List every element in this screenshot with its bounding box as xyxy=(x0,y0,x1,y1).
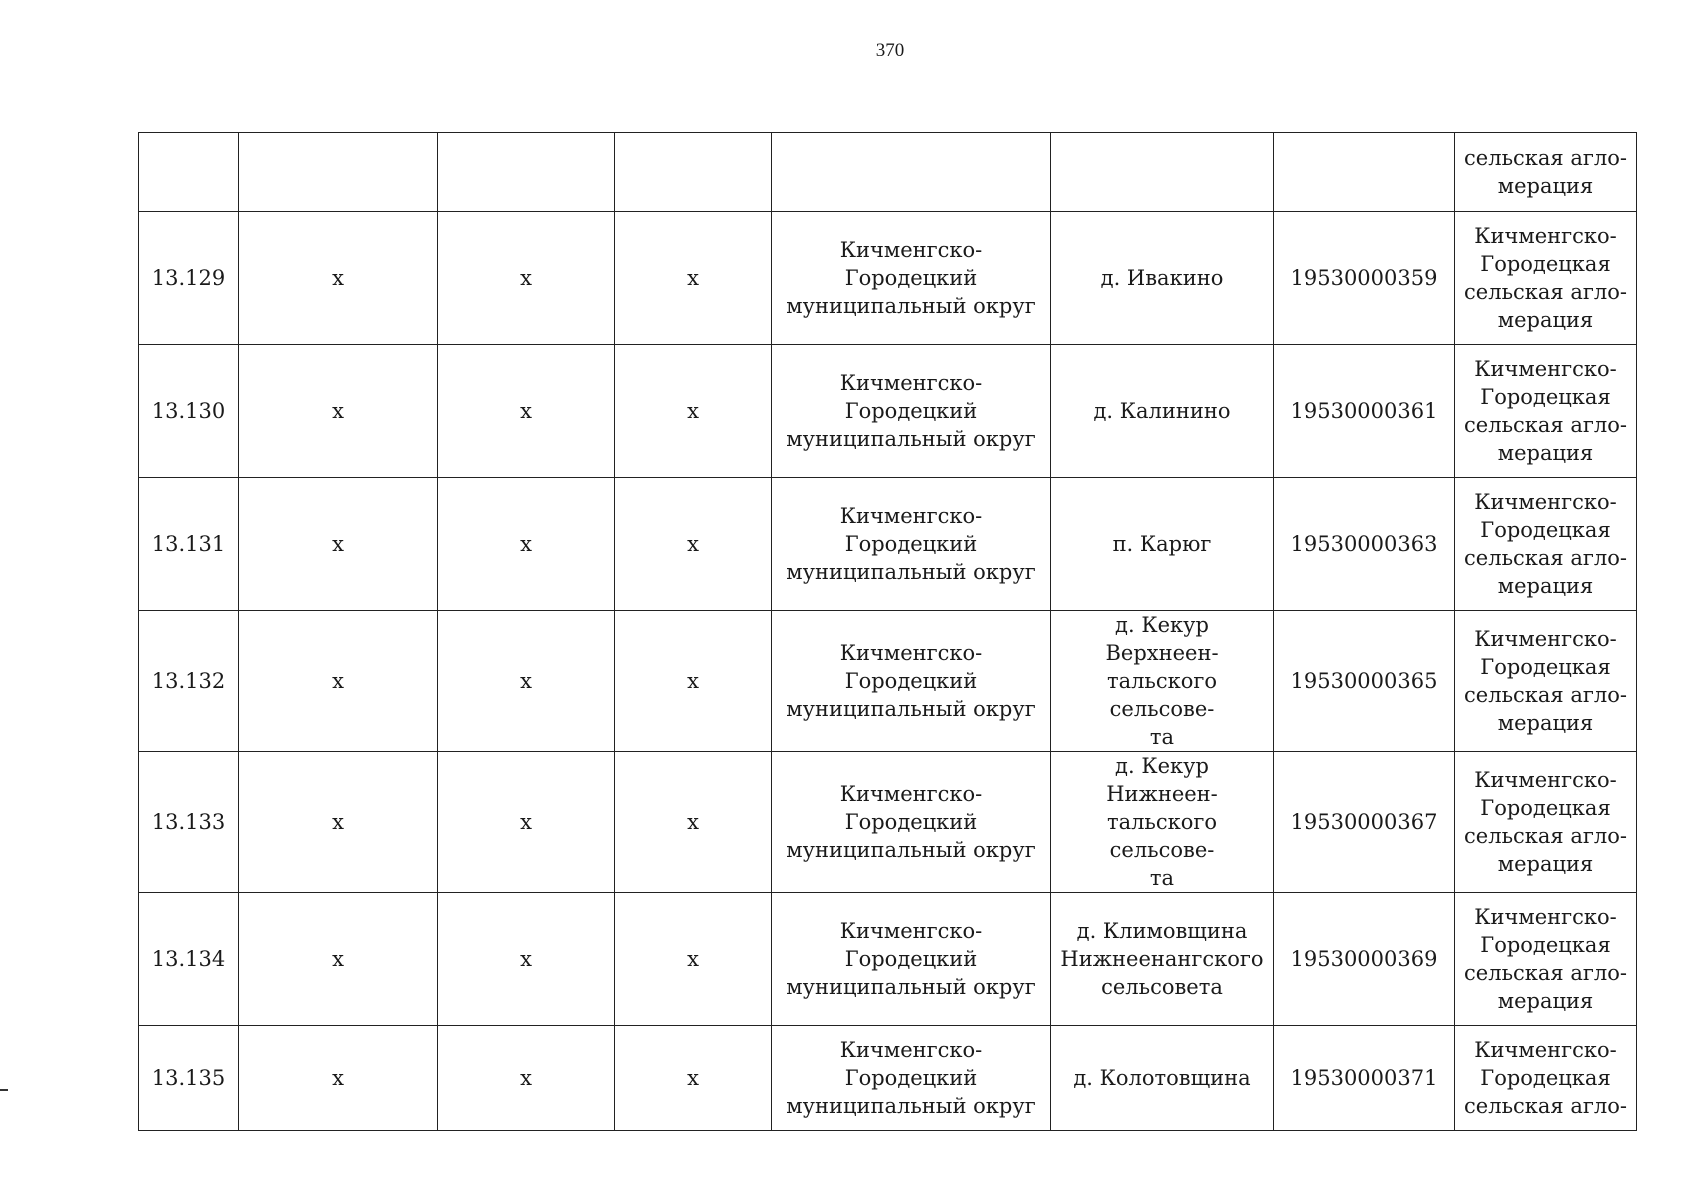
cell-code: 19530000359 xyxy=(1274,212,1455,345)
cell-col3: х xyxy=(438,212,615,345)
cell-num: 13.129 xyxy=(139,212,239,345)
cell-col3: х xyxy=(438,752,615,893)
cell-col4: х xyxy=(615,478,772,611)
cell-settlement: д. Калинино xyxy=(1051,345,1274,478)
cell-num: 13.134 xyxy=(139,893,239,1026)
cell-settlement: д. Климовщина Нижнеенангского сельсовета xyxy=(1051,893,1274,1026)
table-row xyxy=(139,345,1637,478)
cell-agglomeration: Кичменгско- Городецкая сельская агло- мерация xyxy=(1455,752,1637,893)
table-row xyxy=(139,212,1637,345)
cell-col3: х xyxy=(438,345,615,478)
cell-col2: х xyxy=(239,212,438,345)
cell-col4 xyxy=(615,133,772,212)
cell-num: 13.133 xyxy=(139,752,239,893)
cell-settlement: д. Ивакино xyxy=(1051,212,1274,345)
cell-code: 19530000365 xyxy=(1274,611,1455,752)
cell-agglomeration: Кичменгско- Городецкая сельская агло- xyxy=(1455,1026,1637,1131)
cell-code: 19530000367 xyxy=(1274,752,1455,893)
cell-district: Кичменгско-Городецкий муниципальный округ xyxy=(772,752,1051,893)
cell-col4: х xyxy=(615,893,772,1026)
cell-num: 13.130 xyxy=(139,345,239,478)
cell-district: Кичменгско-Городецкий муниципальный округ xyxy=(772,345,1051,478)
cell-settlement: п. Карюг xyxy=(1051,478,1274,611)
cell-num: 13.132 xyxy=(139,611,239,752)
cell-col3: х xyxy=(438,478,615,611)
cell-district: Кичменгско-Городецкий муниципальный округ xyxy=(772,1026,1051,1131)
cell-col2: х xyxy=(239,345,438,478)
cell-settlement: д. Колотовщина xyxy=(1051,1026,1274,1131)
cell-district: Кичменгско-Городецкий муниципальный округ xyxy=(772,611,1051,752)
cell-col4: х xyxy=(615,345,772,478)
cell-col2: х xyxy=(239,1026,438,1131)
cell-col3: х xyxy=(438,611,615,752)
cell-agglomeration: сельская агло- мерация xyxy=(1455,133,1637,212)
cell-agglomeration: Кичменгско- Городецкая сельская агло- мерация xyxy=(1455,611,1637,752)
cell-num: 13.131 xyxy=(139,478,239,611)
cell-district xyxy=(772,133,1051,212)
cell-col4: х xyxy=(615,212,772,345)
cell-settlement: д. Кекур Нижнеен- тальского сельсове- та xyxy=(1051,752,1274,893)
cell-district: Кичменгско-Городецкий муниципальный округ xyxy=(772,893,1051,1026)
cell-col2: х xyxy=(239,478,438,611)
cell-col2: х xyxy=(239,752,438,893)
cell-code: 19530000363 xyxy=(1274,478,1455,611)
cell-code: 19530000371 xyxy=(1274,1026,1455,1131)
cell-agglomeration: Кичменгско- Городецкая сельская агло- мерация xyxy=(1455,478,1637,611)
table-row-continuation xyxy=(139,133,1637,212)
cell-settlement: д. Кекур Верхнеен- тальского сельсове- та xyxy=(1051,611,1274,752)
cell-code xyxy=(1274,133,1455,212)
margin-mark xyxy=(0,1089,8,1091)
cell-district: Кичменгско-Городецкий муниципальный округ xyxy=(772,478,1051,611)
cell-col3 xyxy=(438,133,615,212)
cell-col4: х xyxy=(615,611,772,752)
page-number: 370 xyxy=(875,40,905,61)
cell-col3: х xyxy=(438,1026,615,1131)
table-row xyxy=(139,478,1637,611)
cell-agglomeration: Кичменгско- Городецкая сельская агло- мерация xyxy=(1455,893,1637,1026)
cell-agglomeration: Кичменгско- Городецкая сельская агло- мерация xyxy=(1455,212,1637,345)
cell-col2: х xyxy=(239,893,438,1026)
cell-code: 19530000369 xyxy=(1274,893,1455,1026)
table-row xyxy=(139,893,1637,1026)
cell-col3: х xyxy=(438,893,615,1026)
cell-num: 13.135 xyxy=(139,1026,239,1131)
settlements-table xyxy=(138,132,1637,1131)
cell-col4: х xyxy=(615,752,772,893)
cell-code: 19530000361 xyxy=(1274,345,1455,478)
cell-col2 xyxy=(239,133,438,212)
cell-district: Кичменгско-Городецкий муниципальный округ xyxy=(772,212,1051,345)
cell-col4: х xyxy=(615,1026,772,1131)
table-row xyxy=(139,1026,1637,1131)
cell-num xyxy=(139,133,239,212)
cell-settlement xyxy=(1051,133,1274,212)
cell-agglomeration: Кичменгско- Городецкая сельская агло- мерация xyxy=(1455,345,1637,478)
table-row xyxy=(139,752,1637,893)
table-row xyxy=(139,611,1637,752)
cell-col2: х xyxy=(239,611,438,752)
